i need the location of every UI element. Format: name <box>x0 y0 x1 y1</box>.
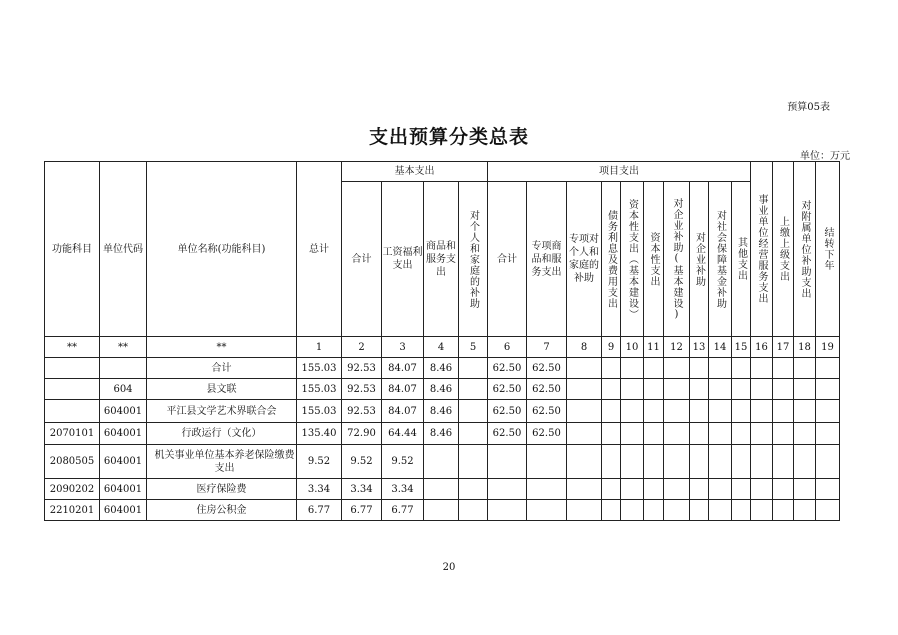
index-cell: ** <box>45 337 100 358</box>
total-cell: 135.40 <box>297 423 342 445</box>
header-carry: 结转下年 <box>816 162 840 337</box>
table-row <box>45 500 840 521</box>
index-cell: 6 <box>488 337 527 358</box>
func-code-cell: 2080505 <box>45 445 100 479</box>
unit-code-cell: 604001 <box>100 479 147 500</box>
wages-cell: 64.44 <box>382 423 424 445</box>
index-row <box>45 337 840 358</box>
index-cell: 10 <box>621 337 644 358</box>
unit-code-cell: 604001 <box>100 500 147 521</box>
header-proj-goods: 专项商品和服务支出 <box>527 182 567 337</box>
proj-goods-cell <box>527 500 567 521</box>
page-title: 支出预算分类总表 <box>368 126 529 148</box>
header-proj-sum: 合计 <box>488 182 527 337</box>
proj-sum-cell: 62.50 <box>488 358 527 379</box>
table-row <box>45 379 840 400</box>
header-proj-personal: 专项对个人和家庭的补助 <box>567 182 602 337</box>
func-code-cell: 2070101 <box>45 423 100 445</box>
unit-code-cell: 604001 <box>100 445 147 479</box>
form-number: 预算05表 <box>787 102 830 113</box>
header-unit-name: 单位名称(功能科目) <box>147 162 297 337</box>
table-row <box>45 358 840 379</box>
wages-cell: 9.52 <box>382 445 424 479</box>
proj-sum-cell: 62.50 <box>488 400 527 423</box>
header-ent: 对企业补助 <box>690 182 709 337</box>
basic-sum-cell: 92.53 <box>342 358 382 379</box>
header-upper: 上缴上级支出 <box>773 162 794 337</box>
table-row <box>45 445 840 479</box>
unit-name-cell: 合计 <box>147 358 297 379</box>
basic-sum-cell: 72.90 <box>342 423 382 445</box>
basic-sum-cell: 6.77 <box>342 500 382 521</box>
unit-name-cell: 医疗保险费 <box>147 479 297 500</box>
header-func-code: 功能科目 <box>45 162 100 337</box>
header-personal: 对个人和家庭的补助 <box>459 182 488 337</box>
goods-cell <box>424 479 459 500</box>
index-cell: 1 <box>297 337 342 358</box>
func-code-cell <box>45 379 100 400</box>
func-code-cell <box>45 400 100 423</box>
page-number: 20 <box>442 562 456 573</box>
header-debt: 债务利息及费用支出 <box>602 182 621 337</box>
proj-goods-cell <box>527 445 567 479</box>
index-cell: ** <box>147 337 297 358</box>
func-code-cell <box>45 358 100 379</box>
basic-sum-cell: 3.34 <box>342 479 382 500</box>
basic-sum-cell: 92.53 <box>342 400 382 423</box>
unit-code-cell <box>100 358 147 379</box>
wages-cell: 84.07 <box>382 400 424 423</box>
header-ent-build: 对企业补助(基本建设) <box>664 182 690 337</box>
goods-cell <box>424 500 459 521</box>
table-row <box>45 479 840 500</box>
header-project: 项目支出 <box>488 162 751 182</box>
proj-sum-cell <box>488 500 527 521</box>
unit-name-cell: 平江县文学艺术界联合会 <box>147 400 297 423</box>
header-social: 对社会保障基金补助 <box>709 182 732 337</box>
header-basic-sum: 合计 <box>342 182 382 337</box>
total-cell: 9.52 <box>297 445 342 479</box>
unit-code-cell: 604001 <box>100 423 147 445</box>
unit-code-cell: 604 <box>100 379 147 400</box>
table-row <box>45 423 840 445</box>
table-row <box>45 400 840 423</box>
goods-cell <box>424 445 459 479</box>
total-cell: 6.77 <box>297 500 342 521</box>
header-wages: 工资福利支出 <box>382 182 424 337</box>
header-business: 事业单位经营服务支出 <box>751 162 773 337</box>
proj-sum-cell: 62.50 <box>488 379 527 400</box>
goods-cell: 8.46 <box>424 423 459 445</box>
unit-name-cell: 住房公积金 <box>147 500 297 521</box>
index-cell: 16 <box>751 337 773 358</box>
header-cap-build: 资本性支出（基本建设） <box>621 182 644 337</box>
func-code-cell: 2090202 <box>45 479 100 500</box>
index-cell: 9 <box>602 337 621 358</box>
proj-sum-cell: 62.50 <box>488 423 527 445</box>
unit-name-cell: 机关事业单位基本养老保险缴费支出 <box>147 445 297 479</box>
header-other: 其他支出 <box>732 182 751 337</box>
index-cell: 18 <box>794 337 816 358</box>
index-cell: 3 <box>382 337 424 358</box>
proj-sum-cell <box>488 479 527 500</box>
wages-cell: 3.34 <box>382 479 424 500</box>
index-cell: 17 <box>773 337 794 358</box>
index-cell: 13 <box>690 337 709 358</box>
total-cell: 3.34 <box>297 479 342 500</box>
header-subsidy: 对附属单位补助支出 <box>794 162 816 337</box>
index-cell: 15 <box>732 337 751 358</box>
unit-name-cell: 行政运行（文化） <box>147 423 297 445</box>
total-cell: 155.03 <box>297 379 342 400</box>
wages-cell: 6.77 <box>382 500 424 521</box>
header-total: 总计 <box>297 162 342 337</box>
index-cell: 2 <box>342 337 382 358</box>
budget-table <box>44 161 840 521</box>
index-cell: 11 <box>644 337 664 358</box>
unit-name-cell: 县文联 <box>147 379 297 400</box>
proj-goods-cell: 62.50 <box>527 379 567 400</box>
proj-goods-cell: 62.50 <box>527 400 567 423</box>
proj-goods-cell: 62.50 <box>527 423 567 445</box>
index-cell: ** <box>100 337 147 358</box>
goods-cell: 8.46 <box>424 358 459 379</box>
proj-sum-cell <box>488 445 527 479</box>
index-cell: 5 <box>459 337 488 358</box>
header-capital: 资本性支出 <box>644 182 664 337</box>
index-cell: 4 <box>424 337 459 358</box>
unit-label: 单位：万元 <box>800 151 850 162</box>
basic-sum-cell: 92.53 <box>342 379 382 400</box>
index-cell: 12 <box>664 337 690 358</box>
basic-sum-cell: 9.52 <box>342 445 382 479</box>
goods-cell: 8.46 <box>424 379 459 400</box>
header-goods: 商品和服务支出 <box>424 182 459 337</box>
index-cell: 8 <box>567 337 602 358</box>
total-cell: 155.03 <box>297 400 342 423</box>
goods-cell: 8.46 <box>424 400 459 423</box>
unit-code-cell: 604001 <box>100 400 147 423</box>
proj-goods-cell: 62.50 <box>527 358 567 379</box>
total-cell: 155.03 <box>297 358 342 379</box>
index-cell: 14 <box>709 337 732 358</box>
index-cell: 7 <box>527 337 567 358</box>
index-cell: 19 <box>816 337 840 358</box>
header-basic: 基本支出 <box>342 162 488 182</box>
proj-goods-cell <box>527 479 567 500</box>
wages-cell: 84.07 <box>382 379 424 400</box>
func-code-cell: 2210201 <box>45 500 100 521</box>
wages-cell: 84.07 <box>382 358 424 379</box>
header-unit-code: 单位代码 <box>100 162 147 337</box>
